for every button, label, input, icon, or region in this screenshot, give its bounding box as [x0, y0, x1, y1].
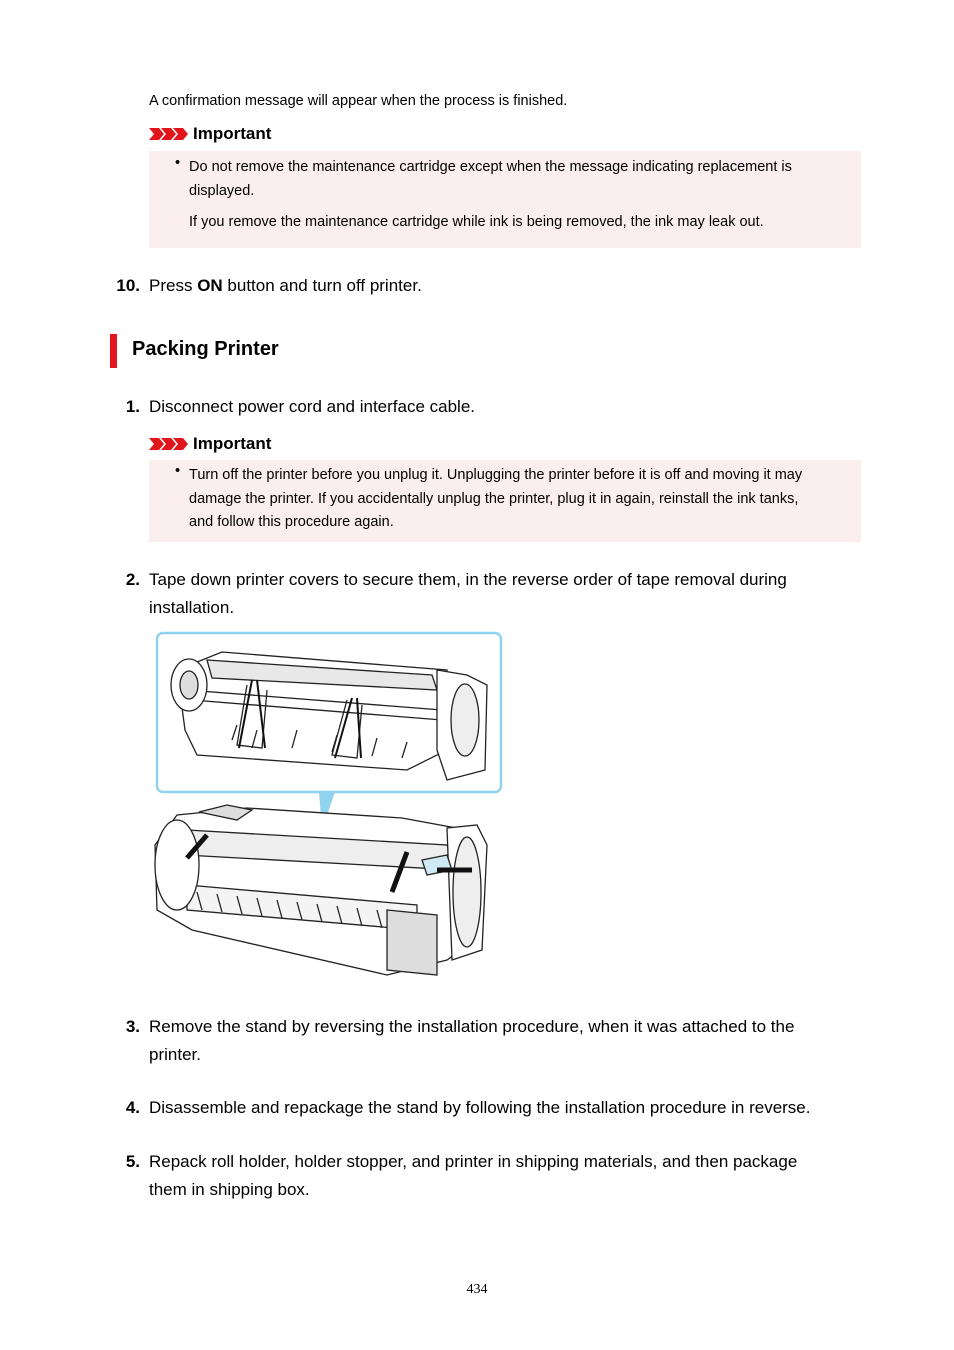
important-heading [149, 124, 271, 144]
printer-taping-illustration [147, 630, 507, 982]
important-title: Important [193, 434, 272, 453]
important-text-line: damage the printer. If you accidentally unplug the printer, plug it in again, reinstall the ink tanks, [189, 490, 799, 507]
step-text-part: Press [149, 276, 198, 295]
important-box [149, 151, 861, 248]
step-text [149, 272, 422, 300]
step-text-line: them in shipping box. [149, 1180, 310, 1199]
important-heading [149, 434, 271, 454]
step-number: 4. [125, 1098, 140, 1117]
important-box [149, 460, 861, 542]
important-text-line: Turn off the printer before you unplug it. Unplugging the printer before it is off and moving it may [189, 467, 803, 483]
important-text-line: Do not remove the maintenance cartridge except when the message indicating replacement is [189, 159, 792, 175]
on-button-label: ON [197, 276, 223, 295]
step-text-line: installation. [149, 598, 235, 617]
step-text [149, 566, 787, 622]
important-arrows-icon [149, 126, 189, 142]
bullet: • [175, 155, 181, 171]
confirmation-text: A confirmation message will appear when the process is finished. [149, 93, 568, 109]
step-number: 5. [125, 1152, 140, 1171]
step-text-line: Remove the stand by reversing the installation procedure, when it was attached to the [149, 1017, 795, 1036]
bullet: • [175, 463, 181, 479]
step-text-line: Repack roll holder, holder stopper, and printer in shipping materials, and then package [149, 1152, 798, 1171]
important-text-line: and follow this procedure again. [189, 514, 394, 530]
step-number: 10. [116, 276, 140, 295]
full-printer [155, 805, 487, 975]
page-number: 434 [466, 1282, 488, 1297]
important-text-line: If you remove the maintenance cartridge while ink is being removed, the ink may leak out. [189, 214, 764, 230]
step-text-part: button and turn off printer. [222, 276, 422, 295]
step-number: 1. [125, 397, 140, 416]
step-text [149, 1148, 797, 1204]
important-title: Important [193, 124, 272, 143]
step-number: 3. [125, 1017, 140, 1036]
step-text: Disconnect power cord and interface cable. [149, 397, 476, 416]
important-text-line: displayed. [189, 183, 255, 199]
important-arrows-icon [149, 436, 189, 452]
step-number: 2. [125, 570, 140, 589]
step-text-line: Tape down printer covers to secure them, in the reverse order of tape removal during [149, 570, 787, 589]
section-heading: Packing Printer [132, 338, 279, 360]
step-text [149, 1013, 794, 1069]
step-text-line: printer. [149, 1045, 201, 1064]
heading-accent-bar [110, 334, 117, 368]
step-text: Disassemble and repackage the stand by following the installation procedure in reverse. [149, 1098, 811, 1117]
